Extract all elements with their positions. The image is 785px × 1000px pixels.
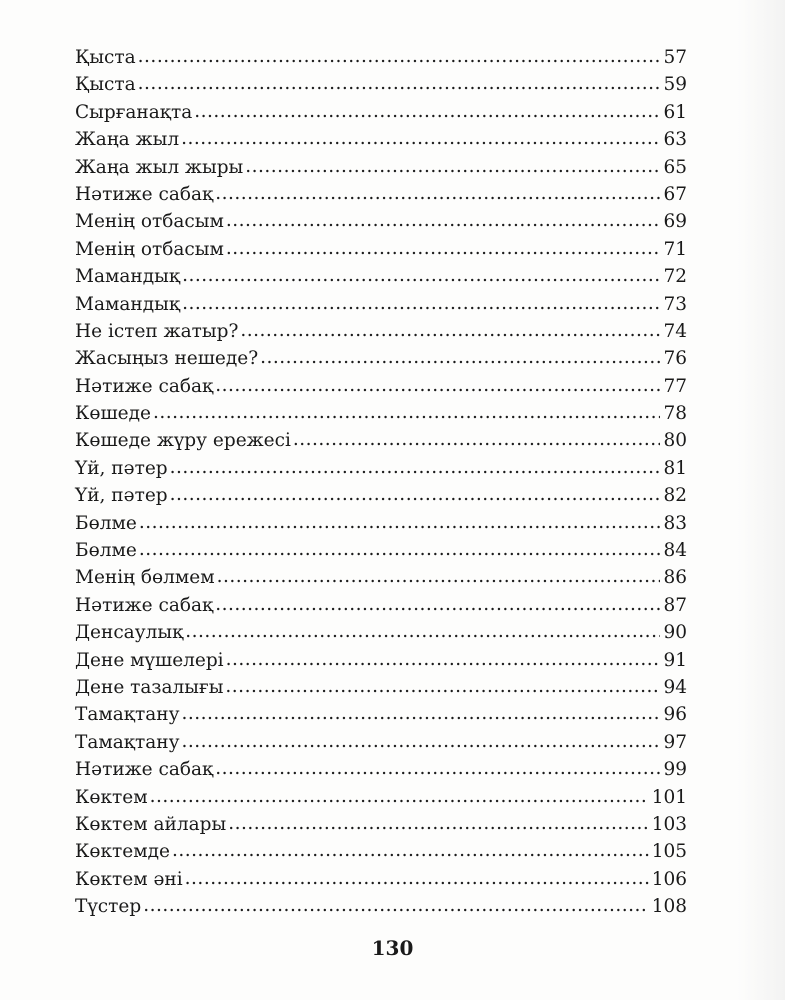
- toc-entry-page: 94: [663, 676, 687, 698]
- toc-dot-leader: [172, 837, 649, 864]
- toc-dot-leader: [170, 454, 661, 481]
- toc-dot-leader: [185, 865, 649, 892]
- toc-dot-leader: [228, 810, 649, 837]
- toc-entry-title: Көшеде жүру ережесі: [75, 430, 291, 452]
- toc-entry-page: 86: [663, 567, 687, 589]
- toc-entry: [75, 866, 687, 893]
- toc-dot-leader: [181, 125, 660, 152]
- toc-entry: [75, 154, 687, 181]
- toc-entry-title: Көктем әні: [75, 868, 183, 890]
- toc-dot-leader: [182, 290, 660, 317]
- toc-entry-title: Қыста: [75, 47, 136, 68]
- toc-entry: [75, 893, 687, 920]
- toc-entry-title: Үй, пәтер: [75, 485, 168, 507]
- toc-entry: [75, 784, 687, 811]
- toc-entry-page: 74: [663, 320, 687, 342]
- toc-dot-leader: [181, 728, 660, 755]
- toc-entry-title: Нәтиже сабақ: [75, 375, 214, 397]
- toc-entry-title: Нәтиже сабақ: [75, 594, 214, 616]
- table-of-contents: [75, 44, 687, 921]
- toc-dot-leader: [194, 98, 660, 125]
- toc-entry: [75, 345, 687, 372]
- toc-entry-page: 76: [663, 348, 687, 370]
- toc-entry: [75, 674, 687, 701]
- toc-entry: [75, 208, 687, 235]
- toc-entry-page: 99: [663, 759, 687, 781]
- toc-entry-title: Дене тазалығы: [75, 676, 224, 698]
- toc-dot-leader: [226, 235, 661, 262]
- toc-entry: [75, 564, 687, 591]
- toc-dot-leader: [150, 783, 649, 810]
- toc-entry-title: Мамандық: [75, 293, 181, 315]
- toc-entry-page: 106: [651, 868, 687, 890]
- toc-dot-leader: [182, 262, 660, 289]
- toc-dot-leader: [225, 673, 660, 700]
- toc-entry: [75, 71, 687, 98]
- toc-entry-title: Көктемде: [75, 841, 170, 863]
- toc-dot-leader: [215, 180, 660, 207]
- toc-entry: [75, 373, 687, 400]
- toc-entry-page: 97: [663, 731, 687, 753]
- toc-entry-page: 61: [663, 101, 687, 123]
- toc-entry-title: Тамақтану: [75, 731, 180, 753]
- toc-entry-page: 90: [663, 622, 687, 644]
- toc-entry-page: 103: [651, 813, 687, 835]
- toc-entry-page: 83: [663, 512, 687, 534]
- toc-entry-page: 71: [663, 238, 687, 260]
- toc-entry-page: 87: [663, 594, 687, 616]
- toc-entry: [75, 427, 687, 454]
- toc-entry-title: Дене мүшелері: [75, 649, 224, 671]
- toc-entry-title: Түстер: [75, 896, 142, 918]
- toc-dot-leader: [217, 563, 661, 590]
- toc-entry-page: 69: [663, 211, 687, 233]
- toc-entry-page: 80: [663, 430, 687, 452]
- toc-entry-title: Менің отбасым: [75, 211, 224, 233]
- toc-entry-title: Менің отбасым: [75, 238, 224, 260]
- toc-entry-title: Тамақтану: [75, 704, 180, 726]
- toc-entry-title: Жаңа жыл: [75, 129, 180, 151]
- toc-entry-title: Менің бөлмем: [75, 567, 215, 589]
- toc-entry-title: Не істеп жатыр?: [75, 320, 239, 342]
- toc-entry-page: 91: [663, 649, 687, 671]
- toc-entry-title: Сырғанақта: [75, 101, 193, 123]
- toc-entry-page: 57: [663, 47, 687, 68]
- toc-dot-leader: [215, 372, 660, 399]
- toc-dot-leader: [170, 481, 661, 508]
- page-number: 130: [371, 936, 414, 960]
- toc-entry: [75, 811, 687, 838]
- toc-entry-title: Бөлме: [75, 512, 137, 534]
- toc-entry: [75, 510, 687, 537]
- toc-entry: [75, 44, 687, 71]
- toc-entry-title: Нәтиже сабақ: [75, 183, 214, 205]
- toc-entry-title: Нәтиже сабақ: [75, 759, 214, 781]
- toc-dot-leader: [240, 317, 660, 344]
- toc-entry: [75, 756, 687, 783]
- toc-dot-leader: [215, 755, 660, 782]
- toc-dot-leader: [245, 153, 660, 180]
- toc-entry: [75, 701, 687, 728]
- toc-entry: [75, 126, 687, 153]
- toc-entry-title: Көшеде: [75, 403, 151, 425]
- toc-entry: [75, 99, 687, 126]
- page-edge-shadow: [737, 0, 785, 1000]
- toc-entry: [75, 647, 687, 674]
- toc-dot-leader: [153, 399, 661, 426]
- toc-dot-leader: [138, 70, 661, 97]
- toc-entry: [75, 455, 687, 482]
- toc-entry-page: 78: [663, 403, 687, 425]
- toc-dot-leader: [143, 892, 649, 919]
- toc-entry-page: 108: [651, 896, 687, 918]
- toc-entry-title: Қыста: [75, 74, 136, 96]
- toc-entry-title: Көктем айлары: [75, 813, 227, 835]
- toc-entry: [75, 729, 687, 756]
- toc-entry-page: 72: [663, 266, 687, 288]
- toc-dot-leader: [215, 591, 660, 618]
- toc-entry-page: 105: [651, 841, 687, 863]
- toc-entry-title: Денсаулық: [75, 622, 184, 644]
- toc-entry-title: Үй, пәтер: [75, 457, 168, 479]
- toc-entry: [75, 181, 687, 208]
- toc-entry-page: 82: [663, 485, 687, 507]
- toc-entry-page: 96: [663, 704, 687, 726]
- toc-entry: [75, 236, 687, 263]
- toc-entry-page: 73: [663, 293, 687, 315]
- toc-entry: [75, 482, 687, 509]
- toc-entry: [75, 592, 687, 619]
- toc-dot-leader: [226, 207, 661, 234]
- toc-entry: [75, 263, 687, 290]
- toc-dot-leader: [293, 426, 661, 453]
- toc-entry-title: Бөлме: [75, 540, 137, 562]
- toc-entry: [75, 400, 687, 427]
- toc-entry: [75, 537, 687, 564]
- toc-dot-leader: [181, 700, 660, 727]
- toc-dot-leader: [226, 646, 661, 673]
- toc-entry-page: 65: [663, 156, 687, 178]
- toc-entry-page: 81: [663, 457, 687, 479]
- toc-dot-leader: [138, 43, 661, 70]
- toc-entry: [75, 838, 687, 865]
- toc-entry-title: Жасыңыз нешеде?: [75, 348, 259, 370]
- toc-entry-page: 84: [663, 540, 687, 562]
- toc-entry-title: Мамандық: [75, 266, 181, 288]
- toc-entry-title: Жаңа жыл жыры: [75, 156, 244, 178]
- toc-dot-leader: [139, 509, 661, 536]
- toc-dot-leader: [139, 536, 661, 563]
- toc-entry: [75, 318, 687, 345]
- toc-entry: [75, 619, 687, 646]
- toc-entry: [75, 291, 687, 318]
- toc-entry-page: 101: [651, 786, 687, 808]
- toc-entry-title: Көктем: [75, 786, 148, 808]
- toc-entry-page: 77: [663, 375, 687, 397]
- toc-dot-leader: [260, 344, 660, 371]
- toc-entry-page: 63: [663, 129, 687, 151]
- toc-entry-page: 59: [663, 74, 687, 96]
- toc-entry-page: 67: [663, 183, 687, 205]
- toc-dot-leader: [185, 618, 660, 645]
